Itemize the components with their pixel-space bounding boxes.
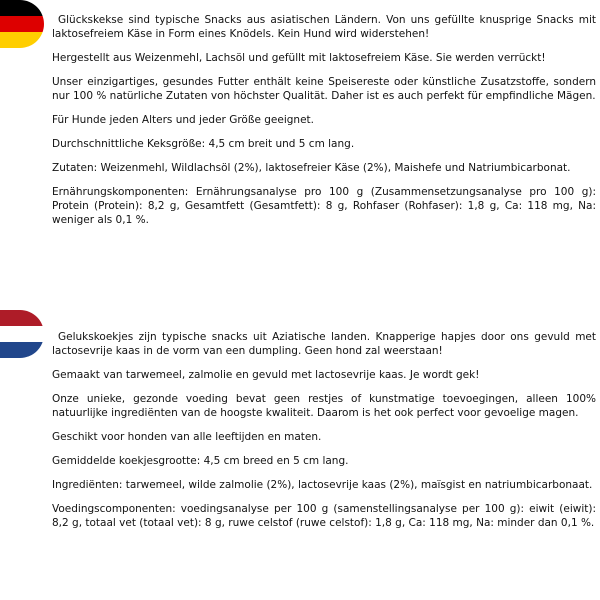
german-description	[52, 13, 596, 237]
nl-suitability-paragraph: Geschikt voor honden van alle leeftijden en maten.	[52, 431, 322, 443]
de-quality-paragraph: Unser einzigartiges, gesundes Futter enthält keine Speisereste oder künstliche Zusatzstoffe, sondern nur 100 % natürliche Zutaten von höchster Qualität. Daher ist es auch perfekt für empfindliche Mägen.	[52, 76, 596, 102]
nl-size-paragraph: Gemiddelde koekjesgrootte: 4,5 cm breed en 5 cm lang.	[52, 455, 349, 467]
de-ingredients-paragraph: Zutaten: Weizenmehl, Wildlachsöl (2%), laktosefreier Käse (2%), Maishefe und Natriumbicarbonat.	[52, 162, 571, 174]
de-suitability-paragraph: Für Hunde jeden Alters und jeder Größe geeignet.	[52, 114, 315, 126]
netherlands-flag-icon	[0, 310, 44, 358]
dutch-description	[52, 330, 596, 540]
nl-ingredients-paragraph: Ingrediënten: tarwemeel, wilde zalmolie (2%), lactosevrije kaas (2%), maïsgist en natriumbicarbonaat.	[52, 479, 593, 491]
germany-flag-icon	[0, 0, 44, 48]
de-nutrition-paragraph: Ernährungskomponenten: Ernährungsanalyse pro 100 g (Zusammensetzungsanalyse pro 100 g): Protein (Protein): 8,2 g, Gesamtfett (Gesamtfett): 8 g, Rohfaser (Rohfaser): 1,8 g, Ca: 118 mg, Na: weniger als 0,1 %.	[52, 186, 596, 226]
nl-nutrition-paragraph: Voedingscomponenten: voedingsanalyse per 100 g (samenstellingsanalyse per 100 g): eiwit (eiwit): 8,2 g, totaal vet (totaal vet): 8 g, ruwe celstof (ruwe celstof): 1,8 g, Ca: 118 mg, Na: minder dan 0,1 %.	[52, 503, 596, 529]
de-intro-paragraph: Glückskekse sind typische Snacks aus asiatischen Ländern. Von uns gefüllte knusprige Snacks mit laktosefreiem Käse in Form eines Knödels. Kein Hund wird widerstehen!	[52, 14, 596, 40]
de-size-paragraph: Durchschnittliche Keksgröße: 4,5 cm breit und 5 cm lang.	[52, 138, 355, 150]
nl-quality-paragraph: Onze unieke, gezonde voeding bevat geen restjes of kunstmatige toevoegingen, alleen 100% natuurlijke ingrediënten van de hoogste kwaliteit. Daarom is het ook perfect voor gevoelige magen.	[52, 393, 596, 419]
nl-ingredients-summary: Gemaakt van tarwemeel, zalmolie en gevuld met lactosevrije kaas. Je wordt gek!	[52, 369, 480, 381]
de-ingredients-summary: Hergestellt aus Weizenmehl, Lachsöl und gefüllt mit laktosefreiem Käse. Sie werden verrückt!	[52, 52, 546, 64]
nl-intro-paragraph: Gelukskoekjes zijn typische snacks uit Aziatische landen. Knapperige hapjes door ons gevuld met lactosevrije kaas in de vorm van een dumpling. Geen hond zal weerstaan!	[52, 331, 596, 357]
